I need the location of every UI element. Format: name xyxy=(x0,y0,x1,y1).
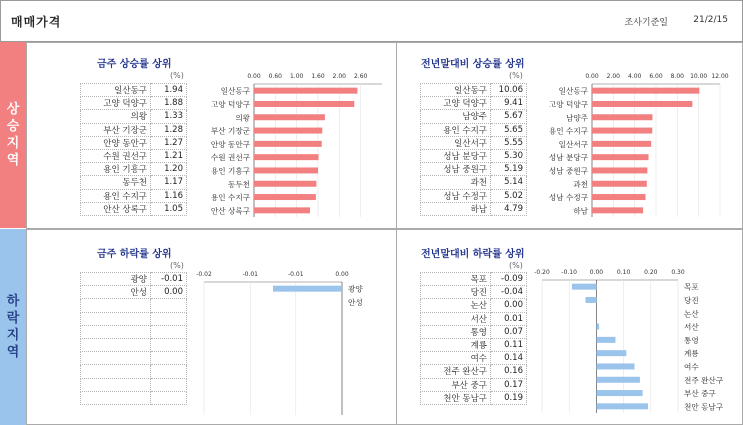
bar-label: 동두천 xyxy=(227,179,250,189)
bar-label: 성남 분당구 xyxy=(548,153,588,163)
fall-row-divider xyxy=(396,229,397,425)
table-row xyxy=(421,365,527,378)
region-name: 동두천 xyxy=(81,176,151,189)
change-rate: 0.01 xyxy=(491,312,527,325)
table-row xyxy=(81,338,187,351)
bar-label: 계룡 xyxy=(684,349,699,359)
region-name: 논산 xyxy=(421,299,491,312)
table-row xyxy=(81,299,187,312)
table-row xyxy=(81,176,187,189)
bar xyxy=(596,350,626,356)
bar-label: 고양 덕양구 xyxy=(548,99,588,109)
bar-label: 용인 기흥구 xyxy=(210,166,250,176)
table-row xyxy=(81,365,187,378)
region-name xyxy=(81,378,151,391)
bar xyxy=(596,337,615,343)
weekly-fall-unit: (%) xyxy=(170,261,184,270)
bar xyxy=(254,101,354,107)
weekly-fall-chart xyxy=(196,268,390,413)
table-row xyxy=(81,325,187,338)
bar xyxy=(254,88,357,94)
bar-label: 여수 xyxy=(684,362,699,372)
change-rate: -0.01 xyxy=(151,273,187,286)
bar xyxy=(254,181,316,187)
bar xyxy=(592,167,647,173)
tick-label: -0.20 xyxy=(534,269,550,276)
bar xyxy=(572,284,596,290)
survey-date-label: 조사기준일 xyxy=(624,18,668,28)
tick-label: 12.00 xyxy=(711,73,729,80)
region-name: 부산 기장군 xyxy=(81,123,151,136)
tick-label: -0.02 xyxy=(196,271,212,278)
survey-date-value: 21/2/15 xyxy=(693,15,728,25)
region-name xyxy=(81,365,151,378)
bar-label: 부산 중구 xyxy=(684,389,716,399)
change-rate: 1.27 xyxy=(151,136,187,149)
bar-label: 안양 동안구 xyxy=(210,139,250,149)
change-rate: 0.14 xyxy=(491,352,527,365)
table-row xyxy=(81,163,187,176)
bar xyxy=(596,324,599,330)
change-rate: 0.16 xyxy=(491,365,527,378)
ytd-rise-unit: (%) xyxy=(509,71,523,80)
bar xyxy=(254,141,322,147)
bar xyxy=(254,114,325,120)
change-rate: 5.67 xyxy=(491,110,527,123)
bar xyxy=(596,403,648,409)
tick-label: 2.60 xyxy=(353,73,368,80)
table-row xyxy=(421,391,527,404)
bar xyxy=(592,101,692,107)
change-rate: 1.20 xyxy=(151,163,187,176)
tick-label: 2.00 xyxy=(606,73,621,80)
bar-label: 전주 완산구 xyxy=(684,375,724,385)
bar xyxy=(592,154,649,160)
table-row xyxy=(81,189,187,202)
table-row xyxy=(421,338,527,351)
bar-label: 성남 중원구 xyxy=(548,166,588,176)
tick-label: 0.00 xyxy=(589,269,604,276)
change-rate: 0.17 xyxy=(491,378,527,391)
tick-label: 10.00 xyxy=(690,73,708,80)
region-name xyxy=(81,312,151,325)
bar-label: 일산서구 xyxy=(558,139,588,149)
tick-label: 0.30 xyxy=(671,269,685,276)
region-name: 일산서구 xyxy=(421,136,491,149)
bar-label: 일산동구 xyxy=(220,86,250,96)
table-row xyxy=(81,84,187,97)
change-rate: 0.19 xyxy=(491,391,527,404)
region-name: 성남 중원구 xyxy=(421,163,491,176)
tick-label: 8.00 xyxy=(670,73,685,80)
table-row xyxy=(421,299,527,312)
table-row xyxy=(81,202,187,215)
change-rate: 1.21 xyxy=(151,149,187,162)
bar xyxy=(596,390,642,396)
table-row xyxy=(421,189,527,202)
region-name: 수원 권선구 xyxy=(81,149,151,162)
bar-label: 과천 xyxy=(573,179,588,189)
change-rate xyxy=(151,299,187,312)
change-rate: -0.04 xyxy=(491,286,527,299)
region-name: 전주 완산구 xyxy=(421,365,491,378)
tick-label: 0.00 xyxy=(335,271,349,278)
tick-label: 0.00 xyxy=(247,73,261,80)
region-name: 의왕 xyxy=(81,110,151,123)
change-rate: 0.07 xyxy=(491,325,527,338)
ytd-fall-title: 전년말대비 하락률 상위 xyxy=(421,249,525,260)
bar xyxy=(592,207,643,213)
region-name: 안산 상록구 xyxy=(81,202,151,215)
change-rate: 1.88 xyxy=(151,97,187,110)
change-rate: 5.65 xyxy=(491,123,527,136)
change-rate: 4.79 xyxy=(491,202,527,215)
bar-label: 하남 xyxy=(573,206,588,216)
region-name: 통영 xyxy=(421,325,491,338)
region-name: 안양 동안구 xyxy=(81,136,151,149)
change-rate xyxy=(151,325,187,338)
bar-label: 당진 xyxy=(684,295,699,305)
region-name: 목포 xyxy=(421,273,491,286)
region-name: 계룡 xyxy=(421,338,491,351)
table-row xyxy=(81,286,187,299)
weekly-rise-title: 금주 상승률 상위 xyxy=(97,59,172,70)
table-row xyxy=(81,149,187,162)
region-name: 용인 수지구 xyxy=(421,123,491,136)
region-name: 성남 분당구 xyxy=(421,149,491,162)
region-name: 부산 중구 xyxy=(421,378,491,391)
bar xyxy=(592,128,652,134)
change-rate: 1.17 xyxy=(151,176,187,189)
bar-label: 부산 기장군 xyxy=(210,126,250,136)
tick-label: 0.20 xyxy=(644,269,658,276)
weekly-rise-unit: (%) xyxy=(170,71,184,80)
weekly-fall-title: 금주 하락률 상위 xyxy=(97,249,172,260)
table-row xyxy=(421,352,527,365)
table-row xyxy=(421,202,527,215)
bar-label: 목포 xyxy=(684,282,699,292)
change-rate: 5.19 xyxy=(491,163,527,176)
weekly-fall-table xyxy=(80,272,187,405)
region-name xyxy=(81,338,151,351)
table-row xyxy=(81,312,187,325)
table-row xyxy=(81,378,187,391)
table-row xyxy=(421,110,527,123)
weekly-rise-table xyxy=(80,83,187,216)
bar-label: 통영 xyxy=(684,335,699,345)
bar xyxy=(254,194,316,200)
bar-label: 남양주 xyxy=(565,113,588,123)
table-row xyxy=(421,312,527,325)
change-rate: 5.55 xyxy=(491,136,527,149)
ytd-fall-chart xyxy=(534,266,738,416)
bar xyxy=(592,114,652,120)
rise-region-band xyxy=(0,42,26,228)
region-name: 안성 xyxy=(81,286,151,299)
change-rate: 9.41 xyxy=(491,97,527,110)
region-name: 일산동구 xyxy=(81,84,151,97)
ytd-fall-unit: (%) xyxy=(509,261,523,270)
table-row xyxy=(421,123,527,136)
fall-region-label: 하 락 지 역 xyxy=(6,294,20,360)
bar xyxy=(596,377,640,383)
region-name: 과천 xyxy=(421,176,491,189)
table-row xyxy=(81,123,187,136)
table-row xyxy=(421,136,527,149)
change-rate xyxy=(151,312,187,325)
table-row xyxy=(81,273,187,286)
fall-region-band xyxy=(0,229,26,425)
bar-label: 일산동구 xyxy=(558,86,588,96)
region-name: 당진 xyxy=(421,286,491,299)
tick-label: 0.10 xyxy=(616,269,631,276)
bar xyxy=(254,128,322,134)
change-rate xyxy=(151,338,187,351)
table-row xyxy=(81,352,187,365)
change-rate: 1.33 xyxy=(151,110,187,123)
ytd-rise-title: 전년말대비 상승률 상위 xyxy=(421,59,525,70)
change-rate xyxy=(151,352,187,365)
change-rate: 5.02 xyxy=(491,189,527,202)
tick-label: 4.00 xyxy=(627,73,642,80)
region-name: 성남 수정구 xyxy=(421,189,491,202)
bar xyxy=(254,167,318,173)
region-name: 천안 동남구 xyxy=(421,391,491,404)
table-row xyxy=(81,97,187,110)
tick-label: 1.60 xyxy=(311,73,325,80)
table-row xyxy=(421,176,527,189)
table-row xyxy=(421,286,527,299)
table-row xyxy=(81,391,187,404)
tick-label: -0.01 xyxy=(242,271,258,278)
bar-label: 논산 xyxy=(684,309,699,319)
change-rate: 1.16 xyxy=(151,189,187,202)
change-rate: 1.28 xyxy=(151,123,187,136)
tick-label: 0.60 xyxy=(268,73,283,80)
change-rate: 0.00 xyxy=(491,299,527,312)
region-name: 고양 덕양구 xyxy=(81,97,151,110)
bar-label: 용인 수지구 xyxy=(210,193,250,203)
bar xyxy=(592,88,699,94)
ytd-rise-table xyxy=(420,83,527,216)
region-name: 고양 덕양구 xyxy=(421,97,491,110)
change-rate xyxy=(151,378,187,391)
bar-label: 용인 수지구 xyxy=(548,126,588,136)
table-row xyxy=(421,97,527,110)
table-row xyxy=(421,273,527,286)
tick-label: 1.00 xyxy=(289,73,304,80)
bar-label: 수원 권선구 xyxy=(210,153,250,163)
change-rate: 1.94 xyxy=(151,84,187,97)
change-rate: 1.05 xyxy=(151,202,187,215)
tick-label: 2.00 xyxy=(332,73,347,80)
region-name: 용인 수지구 xyxy=(81,189,151,202)
region-name xyxy=(81,391,151,404)
table-row xyxy=(421,378,527,391)
region-name: 광양 xyxy=(81,273,151,286)
page-title: 매매가격 xyxy=(11,15,62,29)
table-row xyxy=(81,136,187,149)
table-row xyxy=(421,325,527,338)
bar-label: 고양 덕양구 xyxy=(210,99,250,109)
ytd-fall-table xyxy=(420,272,527,405)
bar xyxy=(592,194,646,200)
change-rate: 5.14 xyxy=(491,176,527,189)
region-name: 서산 xyxy=(421,312,491,325)
change-rate: -0.09 xyxy=(491,273,527,286)
bar-label: 안산 상록구 xyxy=(210,206,250,216)
bar-label: 의왕 xyxy=(235,113,250,123)
rise-region-label: 상 승 지 역 xyxy=(6,102,20,168)
region-name: 용인 기흥구 xyxy=(81,163,151,176)
change-rate: 10.06 xyxy=(491,84,527,97)
table-row xyxy=(81,110,187,123)
rise-row-divider xyxy=(396,42,397,229)
region-name: 하남 xyxy=(421,202,491,215)
change-rate: 0.00 xyxy=(151,286,187,299)
change-rate xyxy=(151,365,187,378)
bar xyxy=(586,297,597,303)
bar-label: 광양 xyxy=(348,284,363,294)
tick-label: -0.01 xyxy=(288,271,304,278)
change-rate xyxy=(151,391,187,404)
region-name xyxy=(81,352,151,365)
bar-label: 서산 xyxy=(684,322,699,332)
bar-label: 천안 동남구 xyxy=(684,402,724,412)
table-row xyxy=(421,149,527,162)
region-name: 일산동구 xyxy=(421,84,491,97)
region-name: 남양주 xyxy=(421,110,491,123)
weekly-rise-chart xyxy=(196,70,391,220)
ytd-rise-chart xyxy=(534,70,734,220)
table-row xyxy=(421,163,527,176)
bar xyxy=(596,363,634,369)
bar xyxy=(592,141,651,147)
bar xyxy=(273,286,342,292)
header-bar xyxy=(0,0,743,42)
tick-label: 6.00 xyxy=(649,73,663,80)
region-name xyxy=(81,299,151,312)
tick-label: -0.10 xyxy=(561,269,577,276)
bar-label: 안성 xyxy=(348,297,363,307)
region-name: 여수 xyxy=(421,352,491,365)
bar-label: 성남 수정구 xyxy=(548,193,588,203)
change-rate: 0.11 xyxy=(491,338,527,351)
table-row xyxy=(421,84,527,97)
bar xyxy=(254,154,319,160)
change-rate: 5.30 xyxy=(491,149,527,162)
bar xyxy=(254,207,310,213)
tick-label: 0.00 xyxy=(585,73,599,80)
bar xyxy=(592,181,647,187)
region-name xyxy=(81,325,151,338)
